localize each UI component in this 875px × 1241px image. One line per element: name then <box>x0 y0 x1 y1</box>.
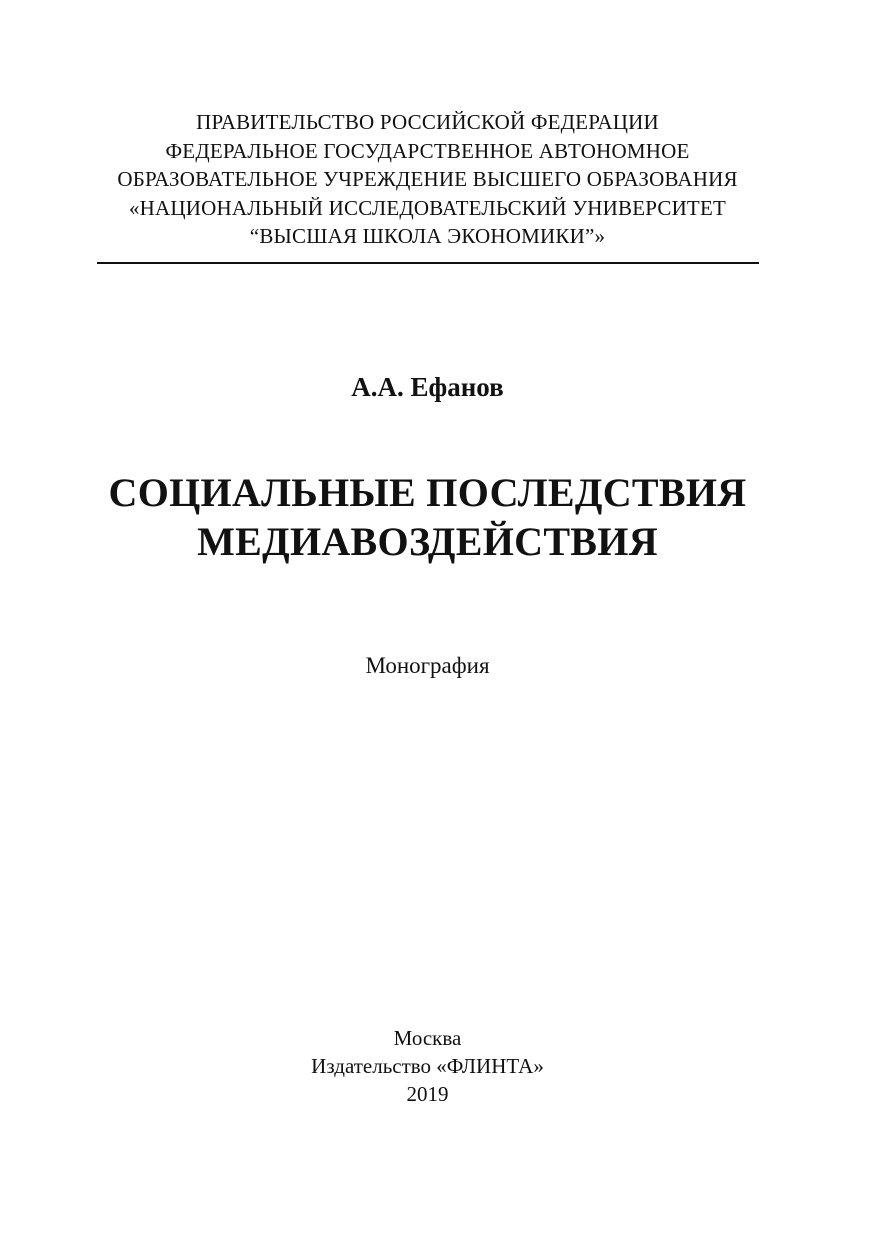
header-divider <box>97 262 759 264</box>
imprint-year: 2019 <box>406 1082 449 1106</box>
header-line-federal: ФЕДЕРАЛЬНОЕ ГОСУДАРСТВЕННОЕ АВТОНОМНОЕ <box>165 138 690 163</box>
book-title-line-1: СОЦИАЛЬНЫЕ ПОСЛЕДСТВИЯ <box>108 470 747 515</box>
institution-header <box>0 108 855 251</box>
header-line-government: ПРАВИТЕЛЬСТВО РОССИЙСКОЙ ФЕДЕРАЦИИ <box>196 110 659 134</box>
book-title-line-2: МЕДИАВОЗДЕЙСТВИЯ <box>197 519 658 564</box>
book-title <box>0 468 855 566</box>
header-line-university-name: “ВЫСШАЯ ШКОЛА ЭКОНОМИКИ”» <box>249 224 606 248</box>
header-line-institution-type: ОБРАЗОВАТЕЛЬНОЕ УЧРЕЖДЕНИЕ ВЫСШЕГО ОБРАЗОВАНИЯ <box>117 167 738 191</box>
header-line-university: «НАЦИОНАЛЬНЫЙ ИССЛЕДОВАТЕЛЬСКИЙ УНИВЕРСИТЕТ <box>128 195 727 220</box>
author-name: А.А. Ефанов <box>351 372 504 402</box>
imprint-city: Москва <box>393 1026 462 1050</box>
imprint-publisher: Издательство «ФЛИНТА» <box>311 1054 544 1078</box>
imprint <box>0 1024 855 1108</box>
book-genre: Монография <box>365 653 490 678</box>
